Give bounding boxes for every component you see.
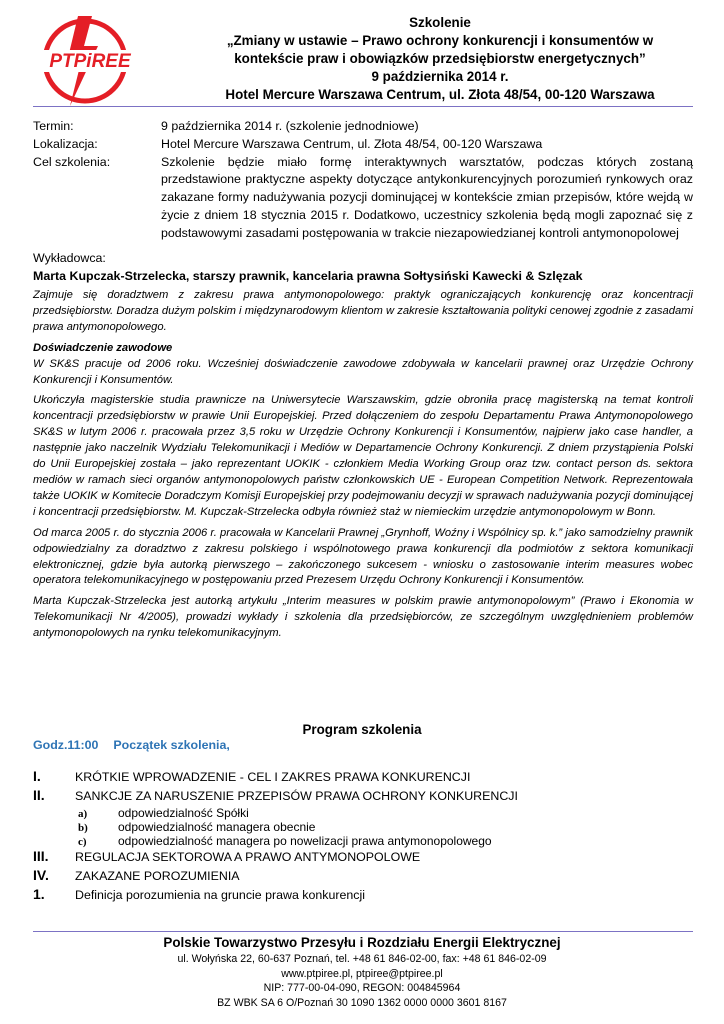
cel-label: Cel szkolenia: (33, 154, 111, 169)
agenda-number: 1. (33, 886, 45, 902)
footer-org: Polskie Towarzystwo Przesyłu i Rozdziału Energii Elektrycznej (163, 935, 561, 950)
termin-value: 9 października 2014 r. (szkolenie jednodniowe) (161, 119, 419, 133)
subitem-text: odpowiedzialność managera po nowelizacji prawa antymonopolowego (118, 834, 492, 848)
subitem-text: odpowiedzialność managera obecnie (118, 820, 316, 834)
header (170, 14, 710, 104)
footer-divider (33, 931, 693, 932)
subitem-text: odpowiedzialność Spółki (118, 806, 249, 820)
lecturer-section (33, 250, 693, 286)
agenda-item (33, 768, 693, 787)
agenda-text: REGULACJA SEKTOROWA A PRAWO ANTYMONOPOLOWE (75, 850, 421, 864)
agenda-text: Definicja porozumienia na gruncie prawa konkurencji (75, 888, 365, 902)
agenda-item (33, 787, 693, 806)
agenda (33, 768, 693, 905)
bio-intro: Zajmuje się doradztwem z zakresu prawa antymonopolowego: praktyk ograniczających konkurencję oraz koncentracji przedsiębiorstw. Doradza dużym polskim i międzynarodowym klientom w zakresie kształtowania polityki cenowej zgodnie z zasadami prawa antymonopolowego. (33, 289, 693, 333)
info-row-termin (33, 118, 693, 136)
logo-graphic (30, 16, 150, 106)
agenda-number: II. (33, 787, 45, 803)
doc-subtitle-line1: „Zmiany w ustawie – Prawo ochrony konkurencji i konsumentów w (226, 33, 654, 48)
lecturer-label: Wykładowca: (33, 251, 106, 265)
ptpiree-logo (30, 16, 150, 106)
program-start (33, 738, 245, 752)
bio-paragraph-3: Od marca 2005 r. do stycznia 2006 r. pracowała w Kancelarii Prawnej „Grynhoff, Woźny i Wspólnicy sp. k.” jako samodzielny prawnik odpowiedzialny za doradztwo z zakresu polskiego i wspólnotowego prawa konkurencji dla podmiotów z sektora komunikacji elektronicznej, gdzie była autorką pierwszego – zakończonego sukcesem - wniosku o zastosowanie interim measures wobec operatora telekomunikacyjnego w postępowaniu przed Prezesem Urzędu Ochrony Konkurencji i Konsumentów. (33, 526, 693, 587)
header-divider (33, 106, 693, 107)
subitem-letter: a) (78, 808, 88, 820)
bio-paragraph-2: Ukończyła magisterskie studia prawnicze na Uniwersytecie Warszawskim, gdzie obroniła pracę magisterską na temat kontroli koncentracji przedsiębiorstw w prawie Unii Europejskiej. Przed dołączeniem do zespołu Departamentu Prawa Antymonopolowego SK&S w lutym 2006 r. pracowała przez 3,5 roku w Urzędzie Ochrony Konkurencji i Konsumentów, najpierw jako case handler, a następnie jako naczelnik Wydziału Telekomunikacji i Mediów w Departamencie Ochrony Konkurencji. Z dniem przystąpienia Polski do Unii Europejskiej została – jako reprezentant UOKIK - członkiem Media Working Group oraz tzw. contact person ds. sektora mediów w ramach sieci organów antymonopolowych państw członkowskich UE - European Competition Network. Reprezentowała także UOKIK w Komitecie Doradczym Komisji Europejskiej przy podejmowaniu decyzji w sprawach nadużywania pozycji dominującej i koncentracji przedsiębiorstw. M. Kupczak-Strzelecka odbyła również staż w niemieckim urzędzie antymonopolowym w Bonn. (33, 394, 693, 518)
experience-heading: Doświadczenie zawodowe (33, 341, 173, 354)
footer-nip: NIP: 777-00-04-090, REGON: 004845964 (263, 982, 461, 995)
lecturer-bio (33, 288, 693, 647)
footer-bank: BZ WBK SA 6 O/Poznań 30 1090 1362 0000 0000 3601 8167 (217, 996, 507, 1009)
subitem-letter: c) (78, 836, 87, 848)
program-title: Program szkolenia (302, 722, 422, 737)
footer-address: ul. Wołyńska 22, 60-637 Poznań, tel. +48 61 846-02-00, fax: +48 61 846-02-09 (177, 953, 547, 965)
info-row-cel (33, 154, 693, 243)
lecturer-name: Marta Kupczak-Strzelecka, starszy prawnik, kancelaria prawna Sołtysiński Kawecki & Szlęzak (33, 268, 583, 283)
agenda-item (33, 848, 693, 867)
lokalizacja-value: Hotel Mercure Warszawa Centrum, ul. Złota 48/54, 00-120 Warszawa (161, 136, 543, 151)
agenda-number: III. (33, 848, 49, 864)
info-section (33, 118, 693, 243)
agenda-text: ZAKAZANE POROZUMIENIA (75, 869, 240, 883)
doc-title: Szkolenie (409, 15, 471, 30)
subitem-letter: b) (78, 822, 88, 834)
bio-paragraph-4: Marta Kupczak-Strzelecka jest autorką artykułu „Interim measures w polskim prawie antymonopolowym” (Prawo i Ekonomia w Telekomunikacji Nr 4/2005), prowadzi wykłady i szkolenia dla przedsiębiorców, ze szczególnym uwzględnieniem problemów antymonopolowych na rynku telekomunikacyjnym. (33, 595, 693, 640)
footer-web: www.ptpiree.pl, ptpiree@ptpiree.pl (281, 967, 443, 980)
start-label: Początek szkolenia, (113, 738, 230, 752)
termin-label: Termin: (33, 119, 74, 133)
agenda-subitem (33, 834, 693, 848)
info-row-lokalizacja (33, 136, 693, 154)
logo-text: PTPiREE (49, 51, 131, 72)
cel-value: Szkolenie będzie miało formę interaktywnych warsztatów, podczas których zostaną przedstawione praktyczne aspekty dotyczące antykonkurencyjnych porozumień rynkowych oraz zakazane formy nadużywania pozycji dominującej w kontekście zmian przepisów, które wejdą w życie z dniem 18 stycznia 2015 r. Dodatkowo, uczestnicy szkolenia będą mogli zapoznać się z podstawowymi zasadami postępowania w trakcie niezapowiedzianej kontroli antymonopolowej (161, 154, 693, 240)
agenda-item (33, 867, 693, 886)
doc-subtitle-line2: kontekście praw i obowiązków przedsiębiorstw energetycznych” (234, 51, 646, 66)
bio-paragraph-1: W SK&S pracuje od 2006 roku. Wcześniej doświadczenie zawodowe zdobywała w kancelarii prawnej oraz Urzędzie Ochrony Konkurencji i Konsumentów. (33, 357, 693, 386)
agenda-subitem (33, 806, 693, 820)
lokalizacja-label: Lokalizacja: (33, 136, 98, 151)
agenda-text: SANKCJE ZA NARUSZENIE PRZEPISÓW PRAWA OCHRONY KONKURENCJI (75, 789, 518, 803)
doc-date: 9 października 2014 r. (371, 69, 509, 84)
doc-venue: Hotel Mercure Warszawa Centrum, ul. Złota 48/54, 00-120 Warszawa (225, 87, 655, 102)
agenda-item (33, 886, 693, 905)
agenda-number: I. (33, 768, 41, 784)
agenda-subitem (33, 820, 693, 834)
footer (0, 934, 724, 1010)
start-time: Godz.11:00 (33, 738, 99, 752)
agenda-text: KRÓTKIE WPROWADZENIE - CEL I ZAKRES PRAWA KONKURENCJI (75, 770, 471, 784)
agenda-number: IV. (33, 867, 49, 883)
